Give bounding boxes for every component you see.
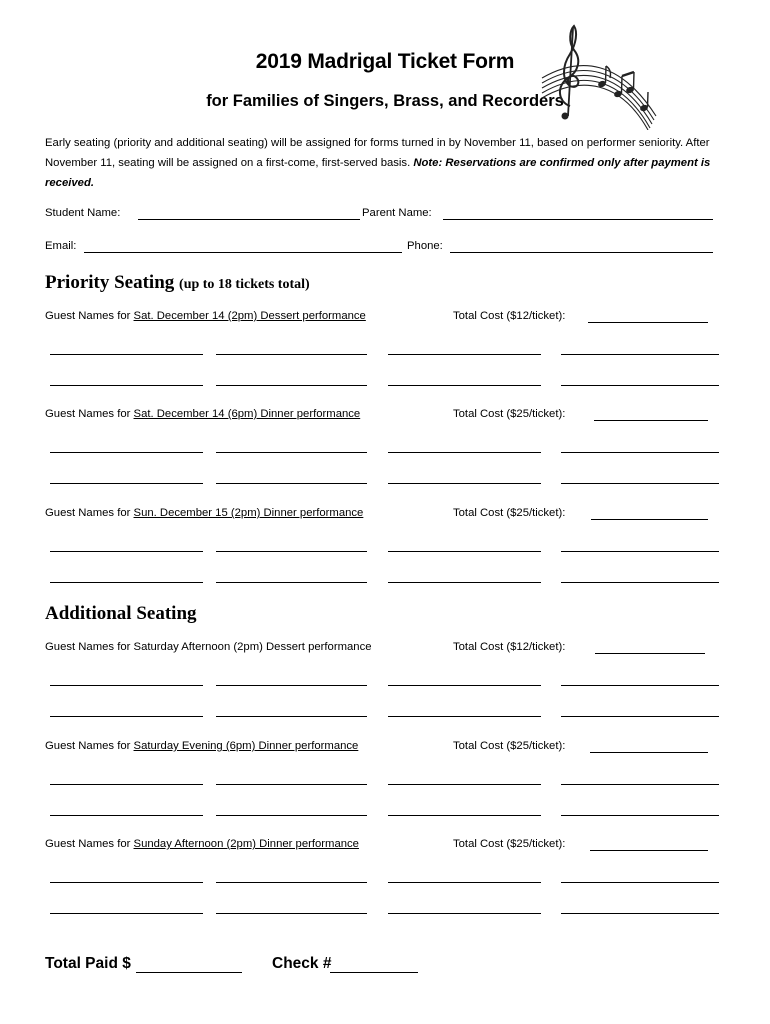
- guest-name-field[interactable]: [388, 882, 541, 883]
- guest-name-field[interactable]: [561, 354, 719, 355]
- guest-name-field[interactable]: [388, 716, 541, 717]
- guest-name-field[interactable]: [561, 784, 719, 785]
- guest-name-field[interactable]: [216, 551, 367, 552]
- guest-name-field[interactable]: [388, 784, 541, 785]
- guest-group-label: [45, 310, 366, 322]
- guest-name-field[interactable]: [216, 385, 367, 386]
- guest-group-label: [45, 507, 363, 519]
- guest-name-field[interactable]: [561, 815, 719, 816]
- guest-name-field[interactable]: [216, 882, 367, 883]
- guest-name-field[interactable]: [388, 815, 541, 816]
- guest-group-label: [45, 740, 358, 752]
- total-cost-field[interactable]: [594, 420, 708, 421]
- guest-name-field[interactable]: [561, 882, 719, 883]
- total-paid-label: Total Paid $: [45, 955, 131, 972]
- guest-name-field[interactable]: [388, 551, 541, 552]
- guest-group-prefix: Guest Names for: [45, 507, 134, 519]
- guest-name-field[interactable]: [50, 784, 203, 785]
- total-cost-field[interactable]: [590, 850, 708, 851]
- guest-name-field[interactable]: [50, 385, 203, 386]
- guest-name-field[interactable]: [216, 815, 367, 816]
- total-cost-label: Total Cost ($25/ticket):: [453, 838, 566, 850]
- guest-name-field[interactable]: [561, 483, 719, 484]
- phone-field[interactable]: [450, 252, 713, 253]
- guest-group-event: Sat. December 14 (2pm) Dessert performance: [133, 310, 366, 322]
- total-cost-label: Total Cost ($25/ticket):: [453, 408, 566, 420]
- intro-note-text: Reservations are confirmed only after payment is received.: [45, 157, 711, 189]
- guest-name-field[interactable]: [561, 385, 719, 386]
- guest-name-field[interactable]: [388, 582, 541, 583]
- intro-note-label: Note:: [413, 157, 443, 169]
- guest-name-field[interactable]: [388, 385, 541, 386]
- guest-group-event: Saturday Evening (6pm) Dinner performance: [133, 740, 359, 752]
- guest-name-field[interactable]: [388, 913, 541, 914]
- parent-name-label: Parent Name:: [362, 207, 432, 219]
- check-number-field[interactable]: [330, 972, 418, 973]
- guest-name-field[interactable]: [216, 784, 367, 785]
- guest-group-event: Saturday Afternoon (2pm) Dessert performance: [133, 641, 372, 653]
- guest-name-field[interactable]: [388, 685, 541, 686]
- guest-group-label: [45, 641, 372, 653]
- guest-group-event: Sun. December 15 (2pm) Dinner performance: [133, 507, 364, 519]
- guest-name-field[interactable]: [561, 685, 719, 686]
- guest-name-field[interactable]: [216, 452, 367, 453]
- guest-name-field[interactable]: [561, 913, 719, 914]
- guest-name-field[interactable]: [50, 913, 203, 914]
- guest-name-field[interactable]: [216, 716, 367, 717]
- guest-group-label: [45, 408, 360, 420]
- priority-heading-text: Priority Seating: [45, 272, 175, 293]
- guest-group-event: Sat. December 14 (6pm) Dinner performance: [133, 408, 361, 420]
- total-cost-label: Total Cost ($25/ticket):: [453, 507, 566, 519]
- guest-group-prefix: Guest Names for: [45, 641, 134, 653]
- guest-name-field[interactable]: [50, 483, 203, 484]
- total-cost-label: Total Cost ($25/ticket):: [453, 740, 566, 752]
- guest-name-field[interactable]: [561, 716, 719, 717]
- email-field[interactable]: [84, 252, 402, 253]
- guest-name-field[interactable]: [388, 483, 541, 484]
- guest-name-field[interactable]: [50, 716, 203, 717]
- music-notes-icon: [540, 20, 660, 130]
- guest-group-label: [45, 838, 359, 850]
- guest-group-prefix: Guest Names for: [45, 838, 134, 850]
- guest-name-field[interactable]: [388, 452, 541, 453]
- guest-name-field[interactable]: [50, 685, 203, 686]
- total-cost-field[interactable]: [590, 752, 708, 753]
- check-number-label: Check #: [272, 955, 332, 972]
- guest-name-field[interactable]: [216, 483, 367, 484]
- form-subtitle: for Families of Singers, Brass, and Recorders: [206, 92, 564, 110]
- guest-group-prefix: Guest Names for: [45, 310, 134, 322]
- total-cost-label: Total Cost ($12/ticket):: [453, 310, 566, 322]
- guest-name-field[interactable]: [388, 354, 541, 355]
- guest-name-field[interactable]: [561, 452, 719, 453]
- additional-seating-heading: Additional Seating: [45, 603, 197, 624]
- total-cost-label: Total Cost ($12/ticket):: [453, 641, 566, 653]
- guest-name-field[interactable]: [50, 354, 203, 355]
- guest-name-field[interactable]: [216, 685, 367, 686]
- guest-name-field[interactable]: [216, 582, 367, 583]
- priority-seating-heading: [45, 272, 310, 294]
- total-paid-field[interactable]: [136, 972, 242, 973]
- total-cost-field[interactable]: [591, 519, 708, 520]
- priority-heading-hint: (up to 18 tickets total): [179, 277, 310, 292]
- guest-group-prefix: Guest Names for: [45, 740, 134, 752]
- guest-name-field[interactable]: [50, 815, 203, 816]
- intro-paragraph: [45, 133, 735, 193]
- total-cost-field[interactable]: [595, 653, 705, 654]
- guest-group-event: Sunday Afternoon (2pm) Dinner performance: [133, 838, 359, 850]
- guest-group-prefix: Guest Names for: [45, 408, 134, 420]
- parent-name-field[interactable]: [443, 219, 713, 220]
- phone-label: Phone:: [407, 240, 443, 252]
- guest-name-field[interactable]: [50, 551, 203, 552]
- guest-name-field[interactable]: [561, 551, 719, 552]
- guest-name-field[interactable]: [561, 582, 719, 583]
- guest-name-field[interactable]: [216, 354, 367, 355]
- total-cost-field[interactable]: [588, 322, 708, 323]
- guest-name-field[interactable]: [50, 582, 203, 583]
- intro-text: Early seating (priority and additional seating) will be assigned for forms turned in by November 11, based on performer seniority. After November 11, seating will be assigned on a first-come, first-served basis.: [45, 137, 710, 169]
- guest-name-field[interactable]: [50, 882, 203, 883]
- guest-name-field[interactable]: [216, 913, 367, 914]
- student-name-label: Student Name:: [45, 207, 121, 219]
- guest-name-field[interactable]: [50, 452, 203, 453]
- student-name-field[interactable]: [138, 219, 360, 220]
- form-title: 2019 Madrigal Ticket Form: [255, 50, 515, 73]
- email-label: Email:: [45, 240, 77, 252]
